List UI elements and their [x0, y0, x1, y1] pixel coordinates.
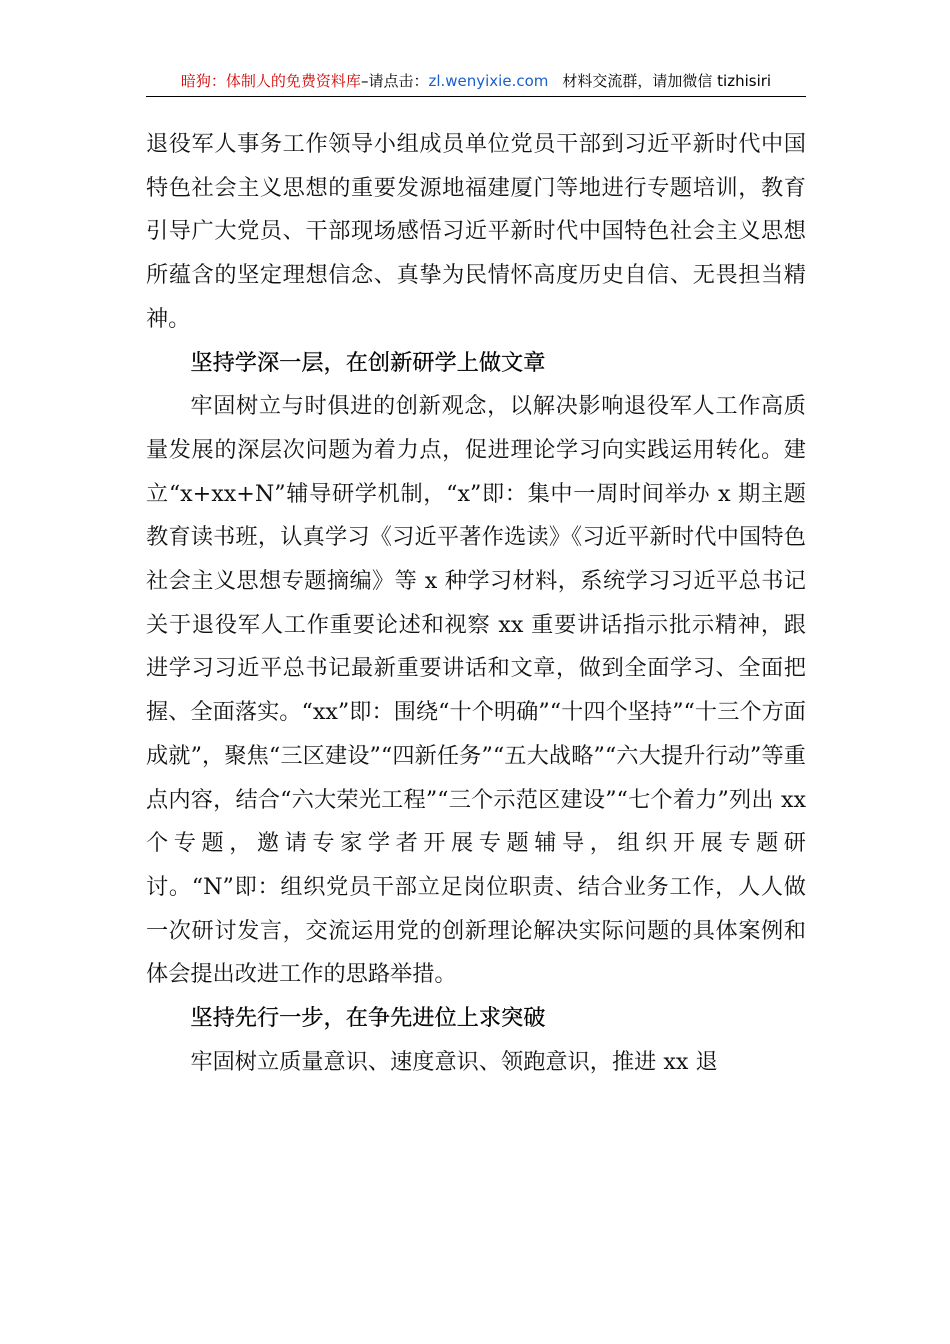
- paragraph-2: 牢固树立质量意识、速度意识、领跑意识，推进 xx 退: [190, 1048, 718, 1075]
- page-header: [146, 70, 806, 97]
- header-url-link[interactable]: zl.wenyixie.com: [428, 72, 549, 90]
- section-heading-1: 坚持学深一层，在创新研学上做文章: [190, 349, 546, 376]
- document-body: [146, 123, 806, 1084]
- header-brand: 暗狗：体制人的免费资料库: [180, 72, 361, 90]
- paragraph-continued: 退役军人事务工作领导小组成员单位党员干部到习近平新时代中国特色社会主义思想的重要发源地福建厦门等地进行专题培训，教育引导广大党员、干部现场感悟习近平新时代中国特色社会主义思想所蕴含的坚定理想信念、真挚为民情怀高度历史自信、无畏担当精神。: [146, 131, 806, 332]
- paragraph-1: 牢固树立与时俱进的创新观念，以解决影响退役军人工作高质量发展的深层次问题为着力点，促进理论学习向实践运用转化。建立“x+xx+N”辅导研学机制，“x”即：集中一周时间举办 x 期主题教育读书班，认真学习《习近平著作选读》《习近平新时代中国特色社会主义思想专题摘编》等 x 种学习材料，系统学习习近平总书记关于退役军人工作重要论述和视察 xx 重要讲话指示批示精神，跟进学习习近平总书记最新重要讲话和文章，做到全面学习、全面把握、全面落实。“xx”即：围绕“十个明确”“十四个坚持”“十三个方面成就”，聚焦“三区建设”“四新任务”“五大战略”“六大提升行动”等重点内容，结合“六大荣光工程”“三个示范区建设”“七个着力”列出 xx 个专题，邀请专家学者开展专题辅导，组织开展专题研讨。“N”即：组织党员干部立足岗位职责、结合业务工作，人人做一次研讨发言，交流运用党的创新理论解决实际问题的具体案例和体会提出改进工作的思路举措。: [146, 393, 806, 988]
- header-group-note: 材料交流群，请加微信 tizhisiri: [562, 72, 772, 90]
- section-heading-2: 坚持先行一步，在争先进位上求突破: [190, 1005, 546, 1032]
- header-prompt: –请点击：: [360, 72, 429, 90]
